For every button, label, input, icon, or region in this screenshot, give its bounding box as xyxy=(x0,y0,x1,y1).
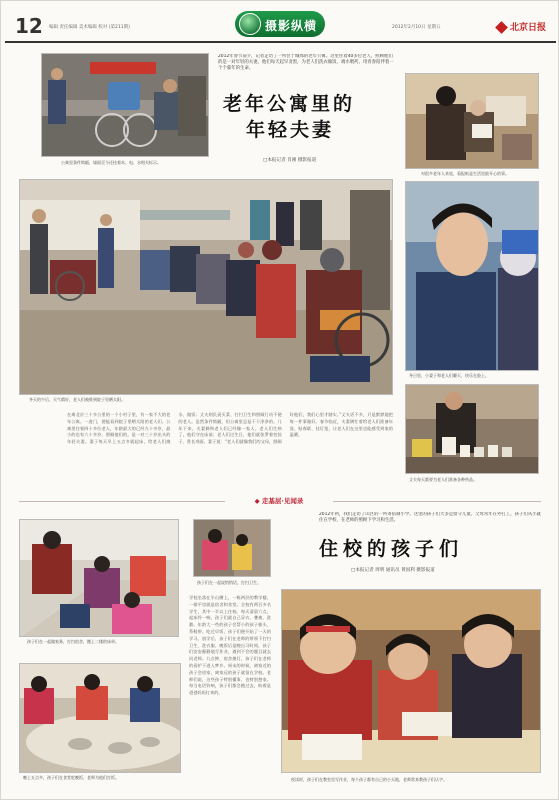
header-rule xyxy=(5,41,556,43)
globe-icon xyxy=(239,13,261,35)
story2-lead: 2012年初，我们走访了山区的一所寄宿制小学。这里的孩子们大多是留守儿童，父母常年在外打工，孩子们从小就住在学校，在老师的照顾下学习和生活。 xyxy=(319,512,541,523)
paper-logo xyxy=(497,20,546,33)
photo-caption-1: 公寓里条件简陋，墙面至今还挂着木、电、水相关标示。 xyxy=(61,160,161,165)
logo-mark-icon xyxy=(495,21,508,34)
page-number: 12 xyxy=(15,14,43,38)
page-header xyxy=(5,6,556,42)
photo-caption-8: 晚上五点多，孩子们在食堂吃晚饭，老师为他们打饭。 xyxy=(23,775,119,780)
paper-logo-text: 北京日报 xyxy=(510,23,547,33)
story2-headline: 住校的孩子们 xyxy=(319,538,464,560)
photo-children-whisper xyxy=(193,519,271,577)
photo-caption-9: 夜读时，孩子们在教室里写作业，每个孩子都有自己的小天地，老师常来教孩子们认字。 xyxy=(291,777,447,782)
photo-caption-3: 冬天的午后，天气晴好，老人们被推到院子里晒太阳。 xyxy=(29,397,125,402)
story1-headline-line2: 年轻夫妻 xyxy=(246,119,335,141)
photo-elder-reading xyxy=(405,73,539,169)
story1-body: 在离北京三十多公里的一个小村子里，有一家不大的老年公寓。一进门，便能看到院子里晒太阳的老人们。公寓里住着四十多位老人，年龄最大的已经九十多岁，最小的也有六十多岁。照顾他们的，是一对三十岁出头的年轻夫妻。妻子每天早上五点多就起床，给老人们烧水、做饭；丈夫则负责买菜、打扫卫生和照顾行动不便的老人。虽然条件简陋，但公寓里总是干干净净的。几年下来，夫妻俩和老人们已经像一家人。老人们生病了，他们守在床前；老人们过生日，他们就张罗着包饺子、煮长寿面。妻子说：“老人们就像我们的父母，照顾好他们，我们心里才踏实。”丈夫话不多，只是默默地把每一件事做好。春节临近，夫妻俩忙着给老人们准备年货，贴春联、挂灯笼，让老人们在这里也能感受到家的温暖。 xyxy=(67,412,393,445)
photo-caption-7: 孩子们在一起说悄悄话，打扫卫生。 xyxy=(197,580,261,585)
photo-husband-medicine xyxy=(405,384,539,474)
photo-caption-4: 冬日里，小妻子和老人们聊天，快乐在脸上。 xyxy=(409,373,489,378)
photo-elders-sunbathing xyxy=(19,179,393,395)
photo-children-dinner xyxy=(19,663,181,773)
photo-children-stairs xyxy=(19,519,179,637)
section-divider-left xyxy=(19,501,225,502)
story1-headline-line1: 老年公寓里的 xyxy=(223,93,356,115)
photo-wheelchair-room xyxy=(41,53,209,157)
section-divider-right xyxy=(333,501,541,502)
header-meta: 编辑 责任编辑 美术编辑 校对 (第211期) xyxy=(49,25,130,30)
section-title: 摄影纵横 xyxy=(265,19,318,33)
section-badge xyxy=(235,11,325,37)
photo-caption-2: 对很多老年人来说，看报纸是生活里最开心的事。 xyxy=(421,171,509,176)
story2-body: 学校坐落在半山腰上，一栋两层的教学楼，一排平房就是宿舍和食堂。全校有两百多名学生，其中一半以上住校。每天清晨六点，起床铃一响，孩子们就自己穿衣、叠被、洗漱。年龄大一些的孩子会帮小的孩子梳头、系鞋带。吃过早饭，孩子们便开始了一天的学习。放学后，孩子们在老师的带领下打扫卫生、洗衣服。晚饭后是晚自习时间，孩子们安安静静地写作业，遇到不会的题目就去问老师。九点钟，宿舍熄灯，孩子们在老师的看护下进入梦乡。周末的时候，离家近的孩子会回家，离家远的孩子就留在学校。老师们说，这些孩子特别懂事，也特别想家。每当电话铃响，孩子们都会跑过去，盼着是爸爸妈妈打来的。 xyxy=(189,595,271,696)
photo-caption-5: 丈夫每天都要为老人们准备各种药品。 xyxy=(409,477,477,482)
story2-byline: □本报记者 周明 通讯员 黄国利 摄影报道 xyxy=(351,568,435,573)
story1-byline: □本报记者 肖刚 摄影报道 xyxy=(263,158,317,163)
photo-caption-6: 孩子们在一起做家务，打扫宿舍，搬上二楼的床单。 xyxy=(27,639,119,644)
photo-children-studying xyxy=(281,589,541,773)
story1-lead: 2012年春节前夕，记者走访了一所位于城郊的老年公寓。这里住着40多位老人，照顾他们的是一对年轻的夫妻。他们每天起早贪黑，为老人们洗衣做饭、端水喂药，用青春陪伴着一个个暮年的生命。 xyxy=(218,54,394,71)
photo-young-wife xyxy=(405,181,539,371)
header-date: 2012年2月10日 星期五 xyxy=(392,25,441,30)
section-divider-label: ◆ 走基层·见闻录 xyxy=(225,495,333,507)
